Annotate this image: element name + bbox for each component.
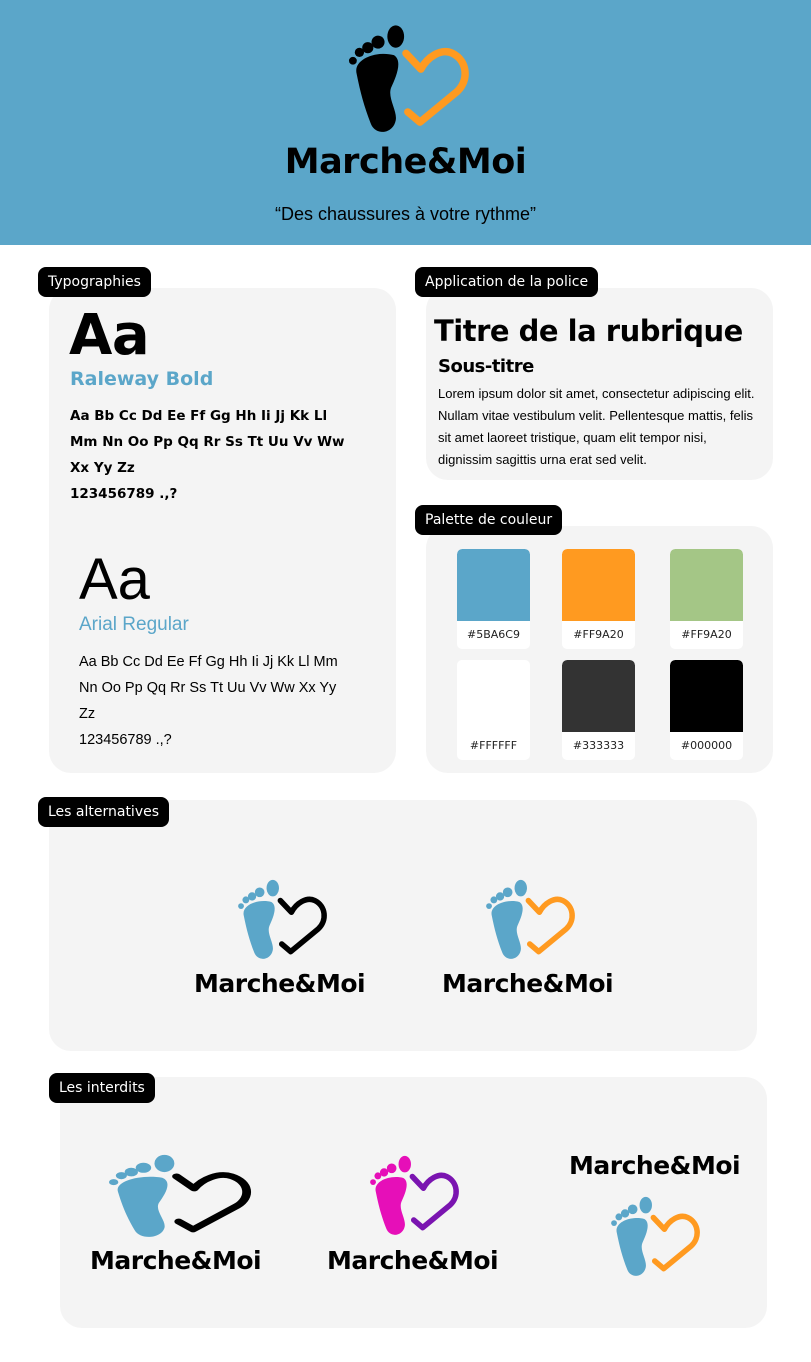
specimen-line: 123456789 .,?	[79, 732, 172, 748]
swatch-label: #FF9A20	[681, 628, 732, 641]
palette-label: Palette de couleur	[415, 505, 562, 535]
forbidden-stretched-logo-icon	[96, 1152, 256, 1238]
sample-subtitle: Sous-titre	[438, 356, 534, 377]
forbidden-colors-logo-icon	[362, 1152, 462, 1237]
swatch-label: #5BA6C9	[467, 628, 520, 641]
brand-logo-icon	[338, 20, 473, 135]
specimen-line: Mm Nn Oo Pp Qq Rr Ss Tt Uu Vv Ww	[70, 434, 345, 450]
brand-name: Marche&Moi	[284, 142, 527, 182]
color-swatch	[457, 549, 530, 649]
specimen-line: 123456789 .,?	[70, 486, 178, 502]
heart-check-icon	[280, 899, 324, 951]
swatch-label: #000000	[680, 739, 733, 752]
typographies-label: Typographies	[38, 267, 151, 297]
color-swatch	[457, 660, 530, 760]
specimen-line: Nn Oo Pp Qq Rr Ss Tt Uu Vv Ww Xx Yy	[79, 680, 337, 696]
heart-check-icon	[177, 1175, 247, 1229]
alt-brand-2: Marche&Moi	[442, 969, 614, 998]
tagline: “Des chaussures à votre rythme”	[274, 204, 537, 224]
color-swatch	[562, 660, 635, 760]
font2-name: Arial Regular	[79, 614, 189, 635]
heart-check-icon	[412, 1175, 456, 1227]
swatch-color	[562, 549, 635, 621]
font2-specimen	[79, 649, 389, 753]
swatch-color	[562, 660, 635, 732]
swatch-label: #FF9A20	[573, 628, 624, 641]
interdits-label: Les interdits	[49, 1073, 155, 1103]
heart-check-icon	[528, 899, 572, 951]
swatch-color	[457, 660, 530, 732]
font1-specimen	[70, 403, 390, 507]
forbidden-brand-1: Marche&Moi	[90, 1246, 262, 1275]
forbidden-layout-logo-icon	[603, 1193, 703, 1278]
specimen-line: Zz	[79, 706, 96, 722]
specimen-line: Xx Yy Zz	[70, 460, 135, 476]
color-swatch	[670, 549, 743, 649]
specimen-line: Aa Bb Cc Dd Ee Ff Gg Hh Ii Jj Kk Ll Mm	[79, 654, 338, 670]
specimen-line: Aa Bb Cc Dd Ee Ff Gg Hh Ii Jj Kk Ll	[70, 408, 328, 424]
forbidden-brand-2: Marche&Moi	[327, 1246, 499, 1275]
swatch-color	[457, 549, 530, 621]
heart-check-icon	[406, 52, 465, 123]
sample-body: Lorem ipsum dolor sit amet, consectetur adipiscing elit. Nullam vitae vestibulum velit. Pellentesque mattis, felis sit amet laoreet tristique, quam elit tempor nisi, dignissim sagittis urna erat sed velit.	[438, 386, 755, 467]
color-swatch	[562, 549, 635, 649]
foot-icon	[370, 1156, 411, 1235]
application-label: Application de la police	[415, 267, 598, 297]
foot-icon	[238, 880, 279, 959]
alt-logo-black-icon	[230, 876, 330, 961]
swatch-label: #FFFFFF	[469, 739, 518, 752]
alt-brand-1: Marche&Moi	[194, 969, 366, 998]
heart-check-icon	[653, 1216, 697, 1268]
sample-title: Titre de la rubrique	[434, 314, 743, 348]
foot-icon	[109, 1155, 174, 1237]
swatch-label: #333333	[572, 739, 625, 752]
swatch-color	[670, 549, 743, 621]
forbidden-brand-3: Marche&Moi	[569, 1151, 741, 1180]
header-banner	[0, 0, 811, 245]
color-swatch	[670, 660, 743, 760]
font1-name: Raleway Bold	[70, 368, 214, 390]
foot-icon	[611, 1197, 652, 1276]
alt-logo-orange-icon	[478, 876, 578, 961]
alternatives-card	[49, 800, 757, 1051]
alternatives-label: Les alternatives	[38, 797, 169, 827]
foot-icon	[486, 880, 527, 959]
foot-icon	[349, 25, 404, 132]
font1-sample: Aa	[69, 303, 150, 368]
swatch-color	[670, 660, 743, 732]
font2-sample: Aa	[79, 547, 150, 612]
